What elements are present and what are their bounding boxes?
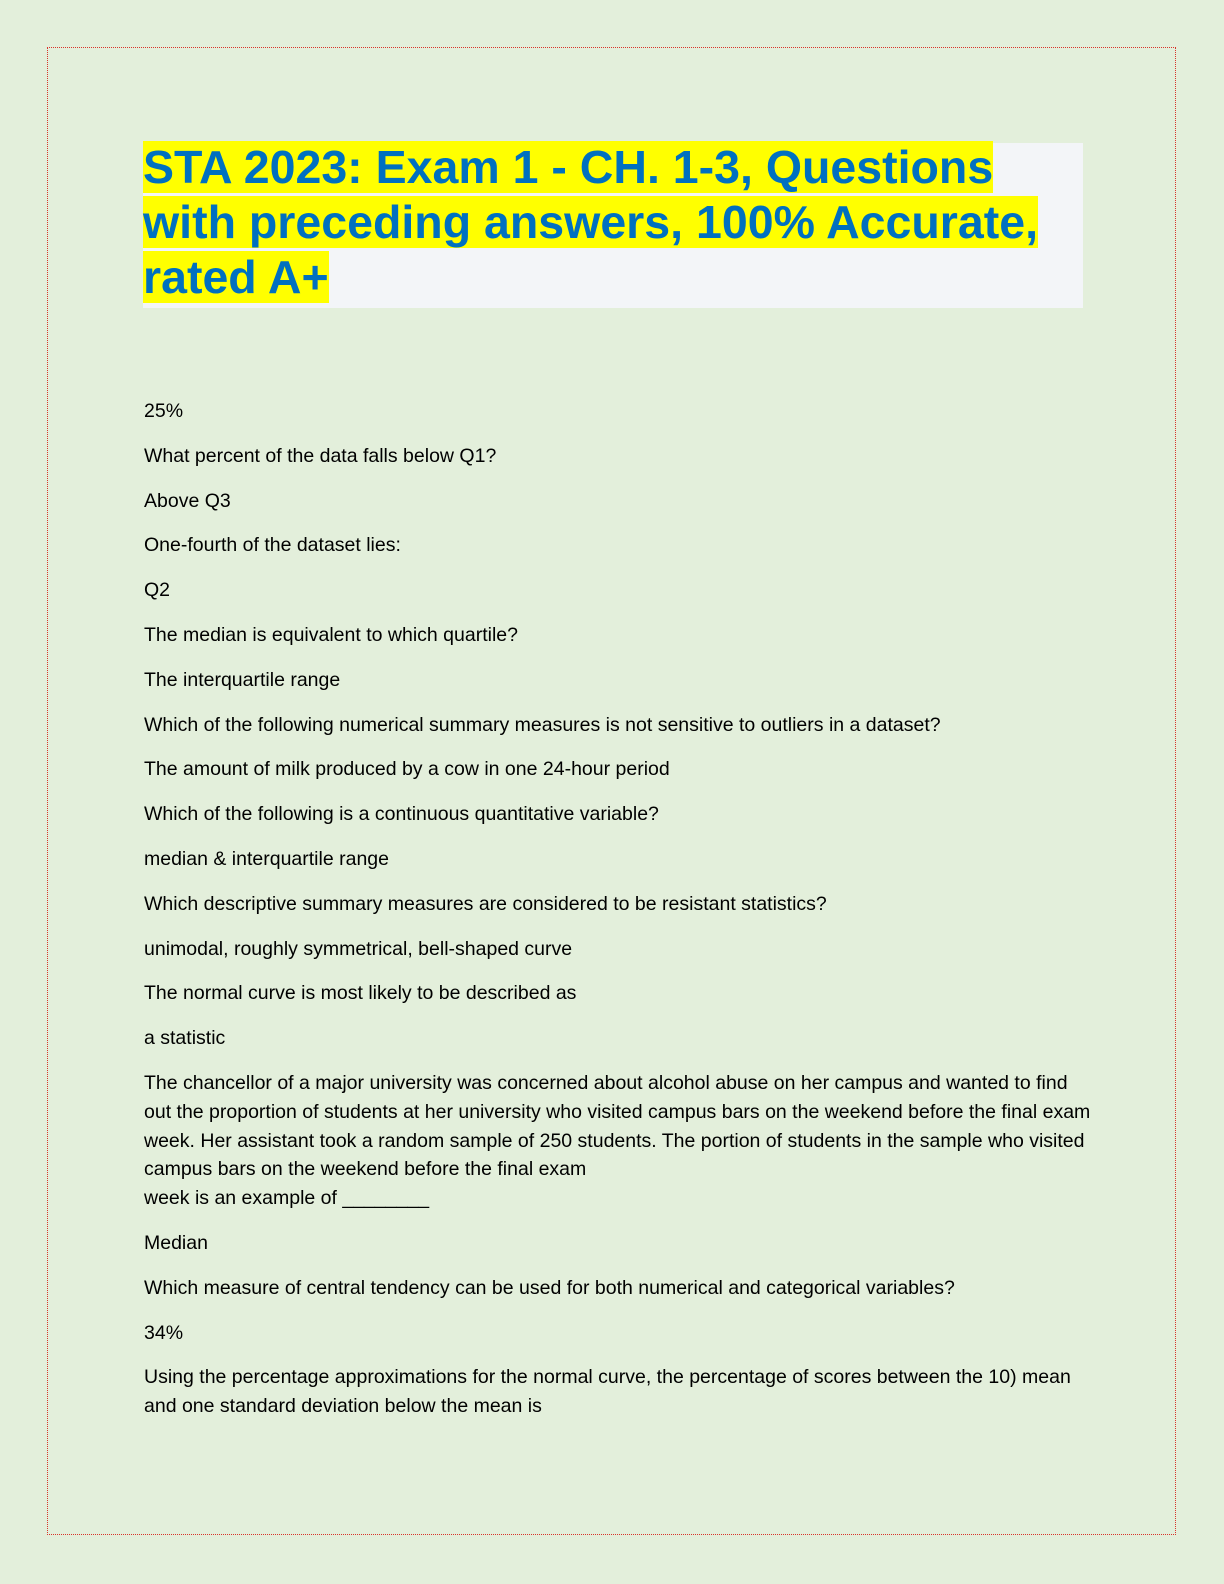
answer-2: Above Q3 (144, 489, 231, 512)
question-8 (144, 1069, 1094, 1213)
question-7: The normal curve is most likely to be described as (144, 982, 577, 1005)
question-4: Which of the following numerical summary measures is not sensitive to outliers in a dataset? (144, 713, 941, 736)
question-3: The median is equivalent to which quartile? (144, 623, 518, 646)
question-2: One-fourth of the dataset lies: (144, 534, 401, 557)
document-title (143, 140, 1083, 305)
answer-7: unimodal, roughly symmetrical, bell-shaped curve (144, 937, 573, 960)
document-title-text: STA 2023: Exam 1 - CH. 1-3, Questions with preceding answers, 100% Accurate, rated A+ (143, 141, 1039, 303)
question-8-tail: week is an example of ________ (144, 1187, 430, 1210)
question-6: Which descriptive summary measures are considered to be resistant statistics? (144, 892, 827, 915)
question-10: Using the percentage approximations for the normal curve, the percentage of scores between the 10) mean and one standard deviation below the mean is (144, 1366, 1071, 1418)
qa-content (144, 397, 1094, 1437)
answer-5: The amount of milk produced by a cow in one 24-hour period (144, 758, 670, 781)
answer-6: median & interquartile range (144, 847, 389, 870)
answer-9: Median (144, 1231, 208, 1254)
answer-3: Q2 (144, 579, 171, 602)
answer-1: 25% (144, 400, 184, 422)
question-5: Which of the following is a continuous quantitative variable? (144, 803, 659, 826)
question-1: What percent of the data falls below Q1? (144, 444, 497, 467)
answer-10: 34% (144, 1321, 184, 1344)
answer-8: a statistic (144, 1027, 226, 1050)
question-9: Which measure of central tendency can be used for both numerical and categorical variables? (144, 1276, 955, 1299)
answer-4: The interquartile range (144, 668, 341, 691)
question-8-body: The chancellor of a major university was concerned about alcohol abuse on her campus and wanted to find out the proportion of students at her university who visited campus bars on the weekend before the final exam week. Her assistant took a random sample of 250 students. The portion of students in the sample who visited campus bars on the weekend before the final exam (144, 1071, 1091, 1181)
